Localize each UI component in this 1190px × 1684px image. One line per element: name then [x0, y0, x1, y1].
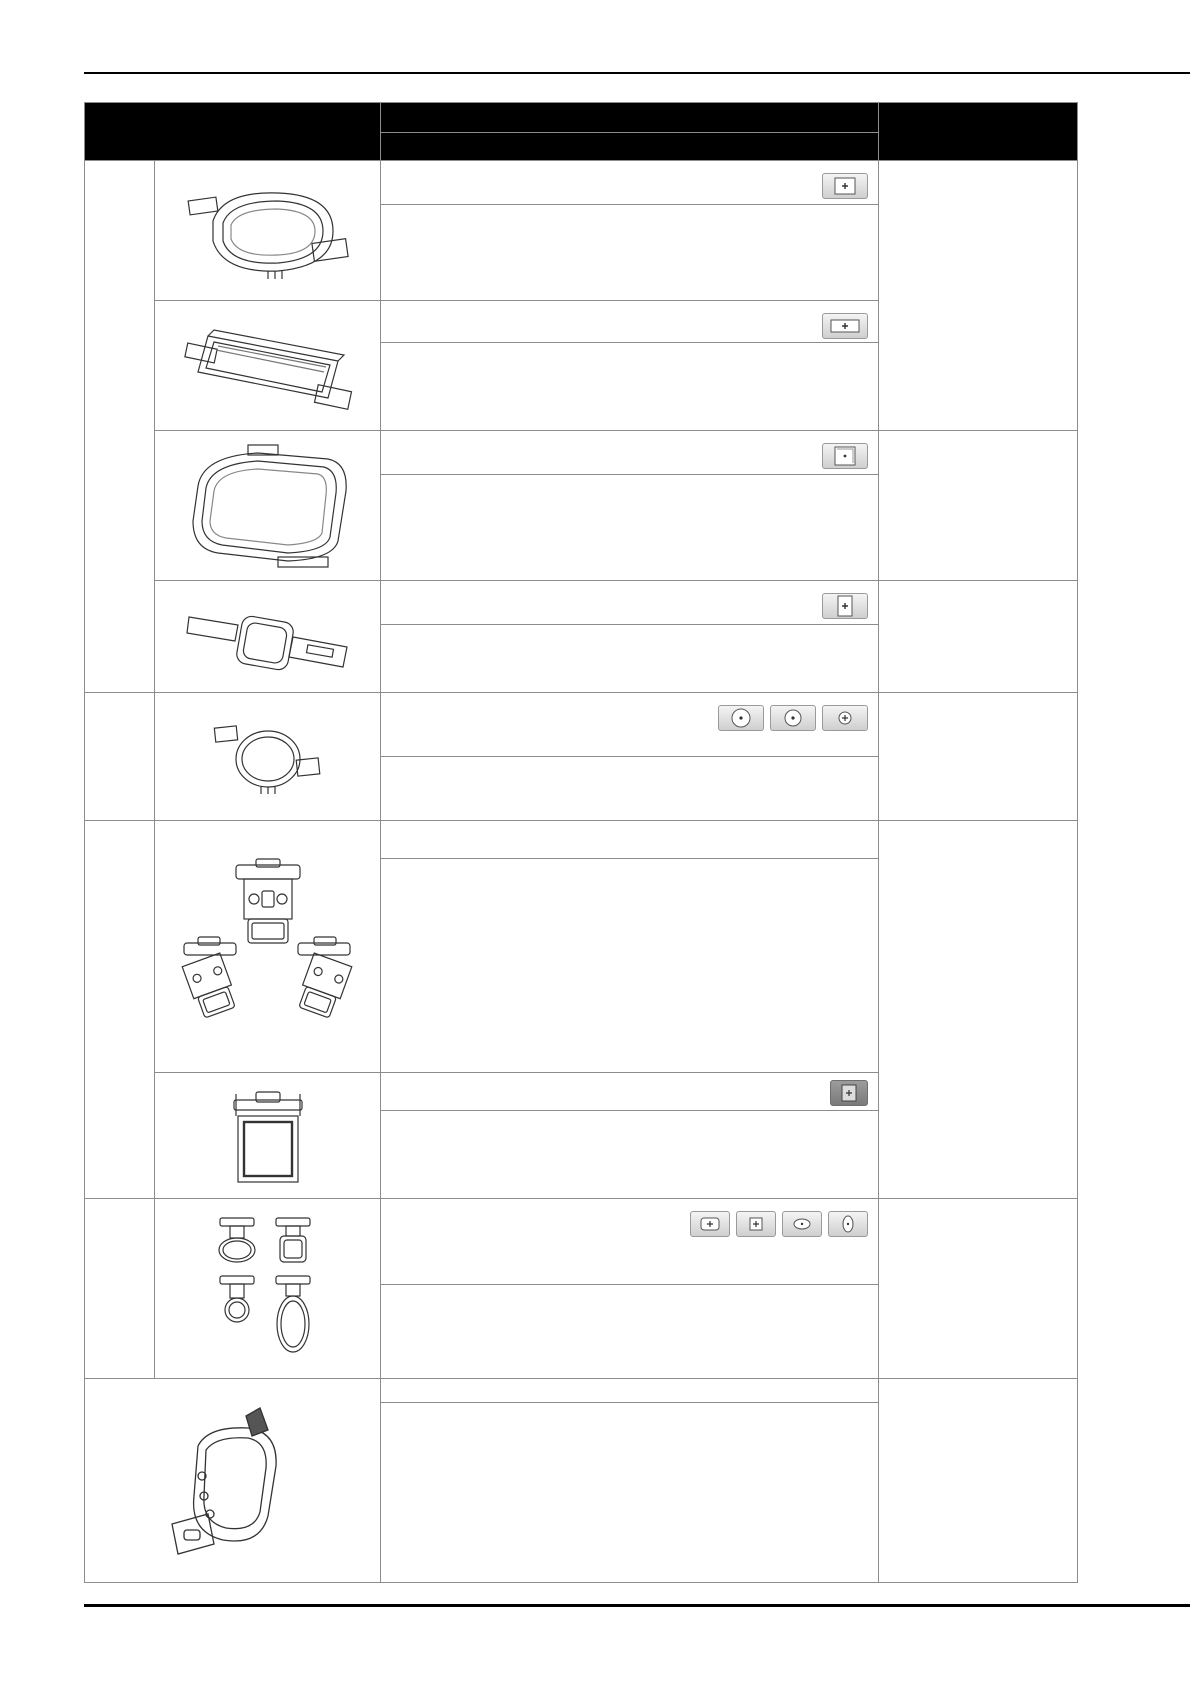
table-row: [85, 693, 1078, 821]
image-cell: [155, 821, 381, 1073]
note-cell: [879, 161, 1078, 431]
hoop-border-icon: [830, 319, 860, 333]
sleeve-frame-icon: [168, 1406, 298, 1556]
hoop-round-small-button[interactable]: [822, 705, 868, 731]
hoop-table: [84, 102, 1078, 1583]
cap-frame-icon: [178, 857, 358, 1037]
group-cell-1: [85, 161, 155, 693]
hoop-round-large-icon: [730, 707, 752, 729]
hoop-cyl-oval-button[interactable]: [782, 1211, 822, 1237]
hoop-round-large-button[interactable]: [718, 705, 764, 731]
spec-cell: [381, 1073, 879, 1199]
hoop-jumbo-button[interactable]: [822, 443, 868, 469]
spec-cell: [381, 581, 879, 693]
header-cell-hoop: [85, 103, 381, 161]
hoop-cyl-oval-icon: [792, 1217, 812, 1231]
hoop-large-button[interactable]: [822, 173, 868, 199]
note-cell: [879, 693, 1078, 821]
border-hoop-icon: [178, 316, 358, 416]
spec-cell: [381, 301, 879, 431]
spec-cell: [381, 693, 879, 821]
table-row: [85, 581, 1078, 693]
table-row: [85, 1379, 1078, 1583]
table-row: [85, 161, 1078, 301]
large-oval-hoop-icon: [183, 181, 353, 281]
spec-cell: [381, 431, 879, 581]
spec-cell: [381, 1199, 879, 1379]
table-row: [85, 821, 1078, 1073]
image-cell: [155, 161, 381, 301]
spec-cell: [381, 821, 879, 1073]
header-cell-specs: [381, 103, 879, 133]
hoop-round-medium-icon: [782, 707, 804, 729]
small-clip-hoop-icon: [183, 597, 353, 677]
hoop-cyl-square-button[interactable]: [736, 1211, 776, 1237]
note-cell: [879, 581, 1078, 693]
header-cell-notes: [879, 103, 1078, 161]
hoop-wide-cap-button[interactable]: [830, 1080, 868, 1106]
hoop-cyl-wide-icon: [700, 1217, 720, 1231]
image-cell: [85, 1379, 381, 1583]
hoop-round-small-icon: [834, 707, 856, 729]
hoop-border-button[interactable]: [822, 313, 868, 339]
hoop-cyl-wide-button[interactable]: [690, 1211, 730, 1237]
round-hoop-icon: [213, 717, 323, 797]
hoop-round-medium-button[interactable]: [770, 705, 816, 731]
hoop-cyl-tall-icon: [841, 1214, 855, 1234]
hoop-small-icon: [837, 595, 853, 617]
cylinder-hoops-icon: [208, 1214, 328, 1364]
table-row: [85, 1199, 1078, 1379]
spec-cell: [381, 1379, 879, 1583]
hoop-wide-cap-icon: [841, 1084, 857, 1102]
group-cell-3: [85, 821, 155, 1199]
image-cell: [155, 1199, 381, 1379]
hoop-jumbo-icon: [834, 446, 856, 466]
wide-cap-frame-icon: [228, 1086, 308, 1186]
image-cell: [155, 693, 381, 821]
table-row: [85, 431, 1078, 581]
note-cell: [879, 1379, 1078, 1583]
image-cell: [155, 301, 381, 431]
jumbo-square-hoop-icon: [178, 441, 358, 571]
group-cell-2: [85, 693, 155, 821]
hoop-large-icon: [834, 177, 856, 195]
note-cell: [879, 821, 1078, 1199]
header-cell-subspecs: [381, 133, 879, 161]
hoop-cyl-tall-button[interactable]: [828, 1211, 868, 1237]
image-cell: [155, 1073, 381, 1199]
note-cell: [879, 1199, 1078, 1379]
header-rule: [84, 72, 1190, 74]
group-cell-4: [85, 1199, 155, 1379]
image-cell: [155, 581, 381, 693]
hoop-cyl-square-icon: [749, 1217, 763, 1231]
image-cell: [155, 431, 381, 581]
spec-cell: [381, 161, 879, 301]
hoop-small-button[interactable]: [822, 593, 868, 619]
footer-rule: [84, 1604, 1190, 1607]
note-cell: [879, 431, 1078, 581]
